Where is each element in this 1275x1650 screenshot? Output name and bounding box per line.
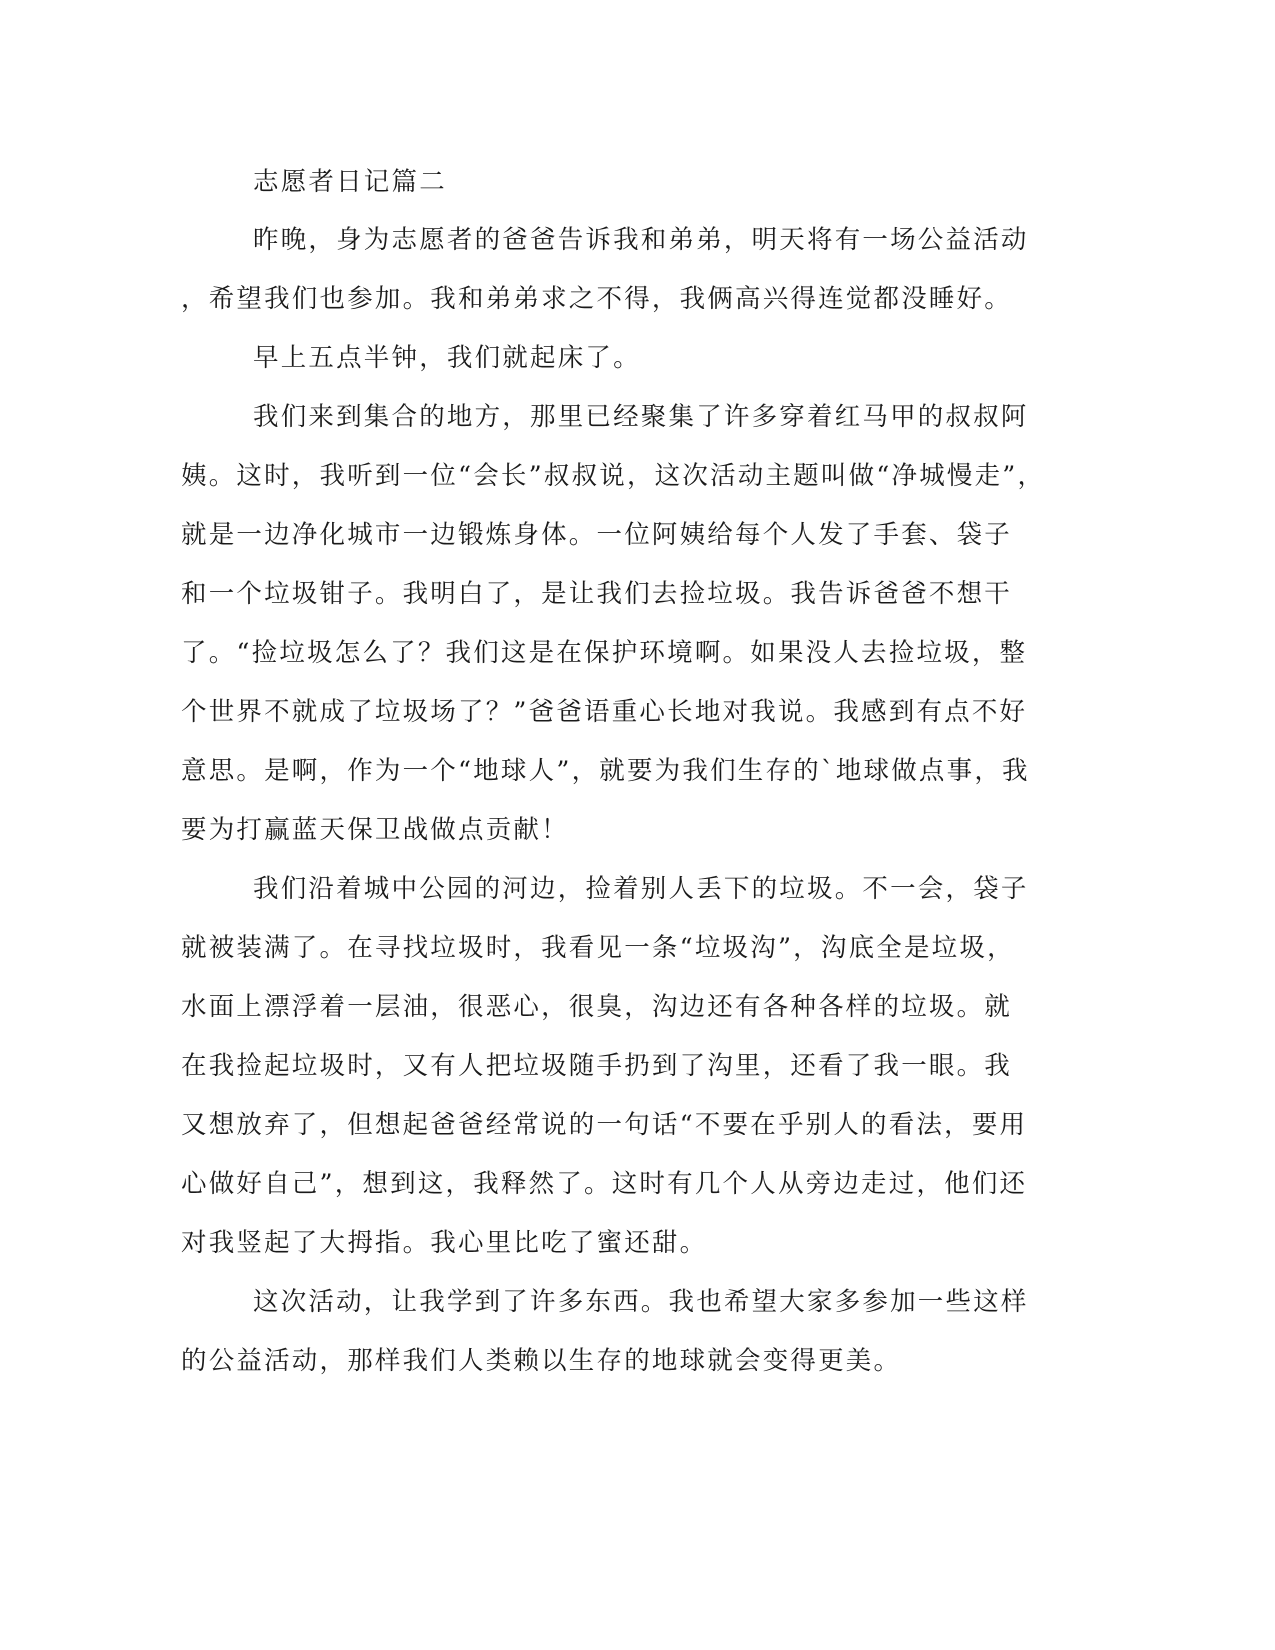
text-line: 心做好自己”，想到这，我释然了。这时有几个人从旁边走过，他们还 xyxy=(181,1169,1028,1199)
text-line: 姨。这时，我听到一位“会长”叔叔说，这次活动主题叫做“净城慢走”， xyxy=(181,461,1046,491)
text-line: 的公益活动，那样我们人类赖以生存的地球就会变得更美。 xyxy=(181,1346,902,1376)
text-line: 在我捡起垃圾时，又有人把垃圾随手扔到了沟里，还看了我一眼。我 xyxy=(181,1051,1013,1081)
text-line: 昨晚，身为志愿者的爸爸告诉我和弟弟，明天将有一场公益活动 xyxy=(253,225,1029,255)
text-line: 个世界不就成了垃圾场了？”爸爸语重心长地对我说。我感到有点不好 xyxy=(181,697,1028,727)
text-line: 又想放弃了，但想起爸爸经常说的一句话“不要在乎别人的看法，要用 xyxy=(181,1110,1028,1140)
text-line: 意思。是啊，作为一个“地球人”，就要为我们生存的`地球做点事，我 xyxy=(181,756,1030,786)
text-line: ，希望我们也参加。我和弟弟求之不得，我俩高兴得连觉都没睡好。 xyxy=(181,284,1013,314)
text-line: 这次活动，让我学到了许多东西。我也希望大家多参加一些这样 xyxy=(253,1287,1029,1317)
text-line: 我们来到集合的地方，那里已经聚集了许多穿着红马甲的叔叔阿 xyxy=(253,402,1029,432)
text-line: 就被装满了。在寻找垃圾时，我看见一条“垃圾沟”，沟底全是垃圾， xyxy=(181,933,1015,963)
text-line: 要为打赢蓝天保卫战做点贡献！ xyxy=(181,815,569,845)
text-line: 早上五点半钟，我们就起床了。 xyxy=(253,343,641,373)
text-line: 和一个垃圾钳子。我明白了，是让我们去捡垃圾。我告诉爸爸不想干 xyxy=(181,579,1013,609)
text-line: 了。“捡垃圾怎么了？我们这是在保护环境啊。如果没人去捡垃圾，整 xyxy=(181,638,1028,668)
text-line: 对我竖起了大拇指。我心里比吃了蜜还甜。 xyxy=(181,1228,708,1258)
text-line: 我们沿着城中公园的河边，捡着别人丢下的垃圾。不一会，袋子 xyxy=(253,874,1029,904)
document-title: 志愿者日记篇二 xyxy=(253,167,447,197)
text-line: 就是一边净化城市一边锻炼身体。一位阿姨给每个人发了手套、袋子 xyxy=(181,520,1013,550)
text-line: 水面上漂浮着一层油，很恶心，很臭，沟边还有各种各样的垃圾。就 xyxy=(181,992,1013,1022)
